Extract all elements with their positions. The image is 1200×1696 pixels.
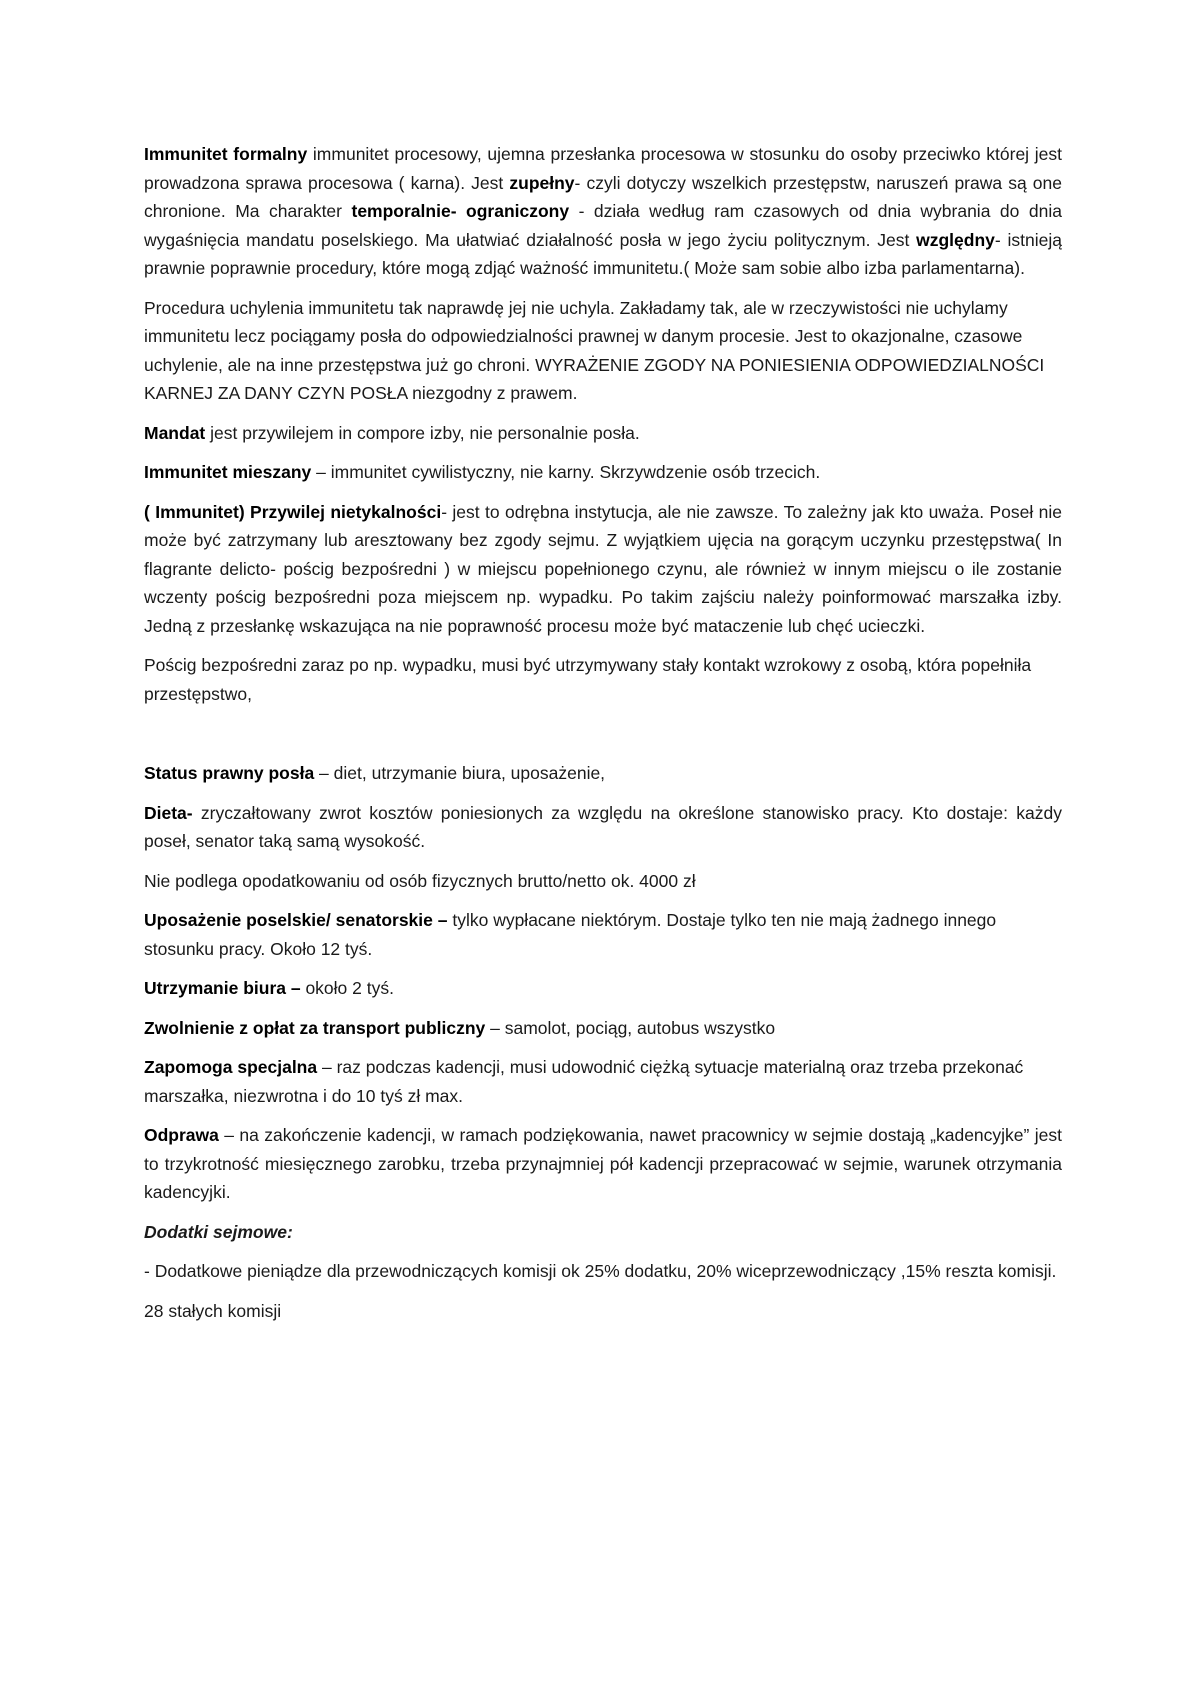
term-wzgledny: względny [916,229,995,250]
paragraph-text: jest przywilejem in compore izby, nie personalnie posła. [205,422,640,443]
paragraph-poscig-bezposredni: Pościg bezpośredni zaraz po np. wypadku, musi być utrzymywany stały kontakt wzrokowy z osobą, która popełniła przestępstwo, [144,655,1032,704]
paragraph-text: - istnieją prawnie poprawnie procedury, które mogą zdjąć ważność immunitetu.( Może sam sobie albo izba parlamentarna). [144,229,1062,278]
blank-space [144,719,1062,759]
paragraph-text: – na zakończenie kadencji, w ramach podziękowania, nawet pracownicy w sejmie dostają „kadencyjke” jest to trzykrotność miesięcznego zarobku, trzeba przynajmniej pół kadencji przepracować w sejmie, warunek otrzymania kadencyjki. [144,1125,1062,1202]
paragraph-opodatkowanie: Nie podlega opodatkowaniu od osób fizycznych brutto/netto ok. 4000 zł [144,870,696,891]
paragraph-immunitet-mieszany [144,458,1062,487]
term-dieta: Dieta- [144,802,193,823]
term-odprawa: Odprawa [144,1125,219,1145]
term-przywilej-nietykalnosci: ( Immunitet) Przywilej nietykalności [144,501,442,522]
paragraph-uposazenie [144,906,1062,963]
paragraph-text: tylko wypłacane niektórym. Dostaje tylko ten nie mają żadnego innego stosunku pracy. Około 12 tyś. [144,910,997,959]
section-heading-dodatki-sejmowe: Dodatki sejmowe: [144,1221,293,1242]
paragraph-utrzymanie-biura [144,974,1062,1003]
paragraph-text: - czyli dotyczy wszelkich przestępstw, naruszeń prawa są one chronione. Ma charakter [144,172,1062,221]
paragraph-zwolnienie-z-oplat [144,1014,1062,1043]
term-zapomoga-specjalna: Zapomoga specjalna [144,1057,318,1077]
paragraph-stale-komisje: 28 stałych komisji [144,1300,282,1321]
paragraph-text: około 2 tyś. [300,978,394,998]
term-mandat: Mandat [144,422,206,443]
paragraph-dieta [144,799,1062,856]
term-uposazenie: Uposażenie poselskie/ senatorskie – [144,910,448,930]
paragraph-procedura-uchylenia: Procedura uchylenia immunitetu tak naprawdę jej nie uchyla. Zakładamy tak, ale w rzeczywistości nie uchylamy immunitetu lecz pociągamy posła do odpowiedzialności prawnej w danym procesie. Jest to okazjonalne, czasowe uchylenie, ale na inne przestępstwa już go chroni. WYRAŻENIE ZGODY NA PONIESIENIA ODPOWIEDZIALNOŚCI KARNEJ ZA DANY CZYN POSŁA niezgodny z prawem. [144,297,1045,403]
term-temporalnie-ograniczony: temporalnie- ograniczony [351,201,570,221]
term-zupelny: zupełny [509,172,575,193]
paragraph-text: – diet, utrzymanie biura, uposażenie, [314,763,606,783]
term-immunitet-mieszany: Immunitet mieszany [144,462,312,482]
term-utrzymanie-biura: Utrzymanie biura – [144,978,301,998]
paragraph-immunitet-formalny [144,140,1062,283]
paragraph-mandat [144,419,1062,448]
paragraph-text: - działa według ram czasowych od dnia wybrania do dnia wygaśnięcia mandatu poselskiego. Ma ułatwiać działalność posła w jego życiu politycznym. Jest [144,201,1062,250]
paragraph-text: immunitet procesowy, ujemna przesłanka procesowa w stosunku do osoby przeciwko której jest prowadzona sprawa procesowa ( karna). Jest [144,144,1062,193]
paragraph-text: – raz podczas kadencji, musi udowodnić ciężką sytuacje materialną oraz trzeba przekonać marszałka, niezwrotna i do 10 tyś zł max. [144,1057,1024,1106]
paragraph-text: zryczałtowany zwrot kosztów poniesionych za względu na określone stanowisko pracy. Kto dostaje: każdy poseł, senator taką samą wysokość. [144,802,1062,851]
document-body [144,140,1062,1336]
paragraph-zapomoga-specjalna [144,1053,1062,1110]
term-immunitet-formalny: Immunitet formalny [144,144,308,164]
paragraph-status-prawny [144,759,1062,788]
paragraph-dodatki-komisji: - Dodatkowe pieniądze dla przewodniczących komisji ok 25% dodatku, 20% wiceprzewodniczący ,15% reszta komisji. [144,1261,1057,1281]
paragraph-text: - jest to odrębna instytucja, ale nie zawsze. To zależny jak kto uważa. Poseł nie może być zatrzymany lub aresztowany bez zgody sejmu. Z wyjątkiem ujęcia na gorącym uczynku przestępstwa( In flagrante delicto- pościg bezpośredni ) w miejscu popełnionego czynu, ale również w innym miejscu o ile zostanie wczenty pościg bezpośredni poza miejscem np. wypadku. Po takim zajściu należy poinformować marszałka izby. Jedną z przesłankę wskazująca na nie poprawność procesu może być mataczenie lub chęć ucieczki. [144,501,1062,636]
paragraph-przywilej-nietykalnosci [144,498,1062,641]
paragraph-text: – immunitet cywilistyczny, nie karny. Skrzywdzenie osób trzecich. [311,462,821,482]
term-zwolnienie-z-oplat: Zwolnienie z opłat za transport publiczny [144,1017,486,1038]
paragraph-odprawa [144,1121,1062,1207]
paragraph-text: – samolot, pociąg, autobus wszystko [485,1017,776,1038]
term-status-prawny: Status prawny posła [144,763,315,783]
